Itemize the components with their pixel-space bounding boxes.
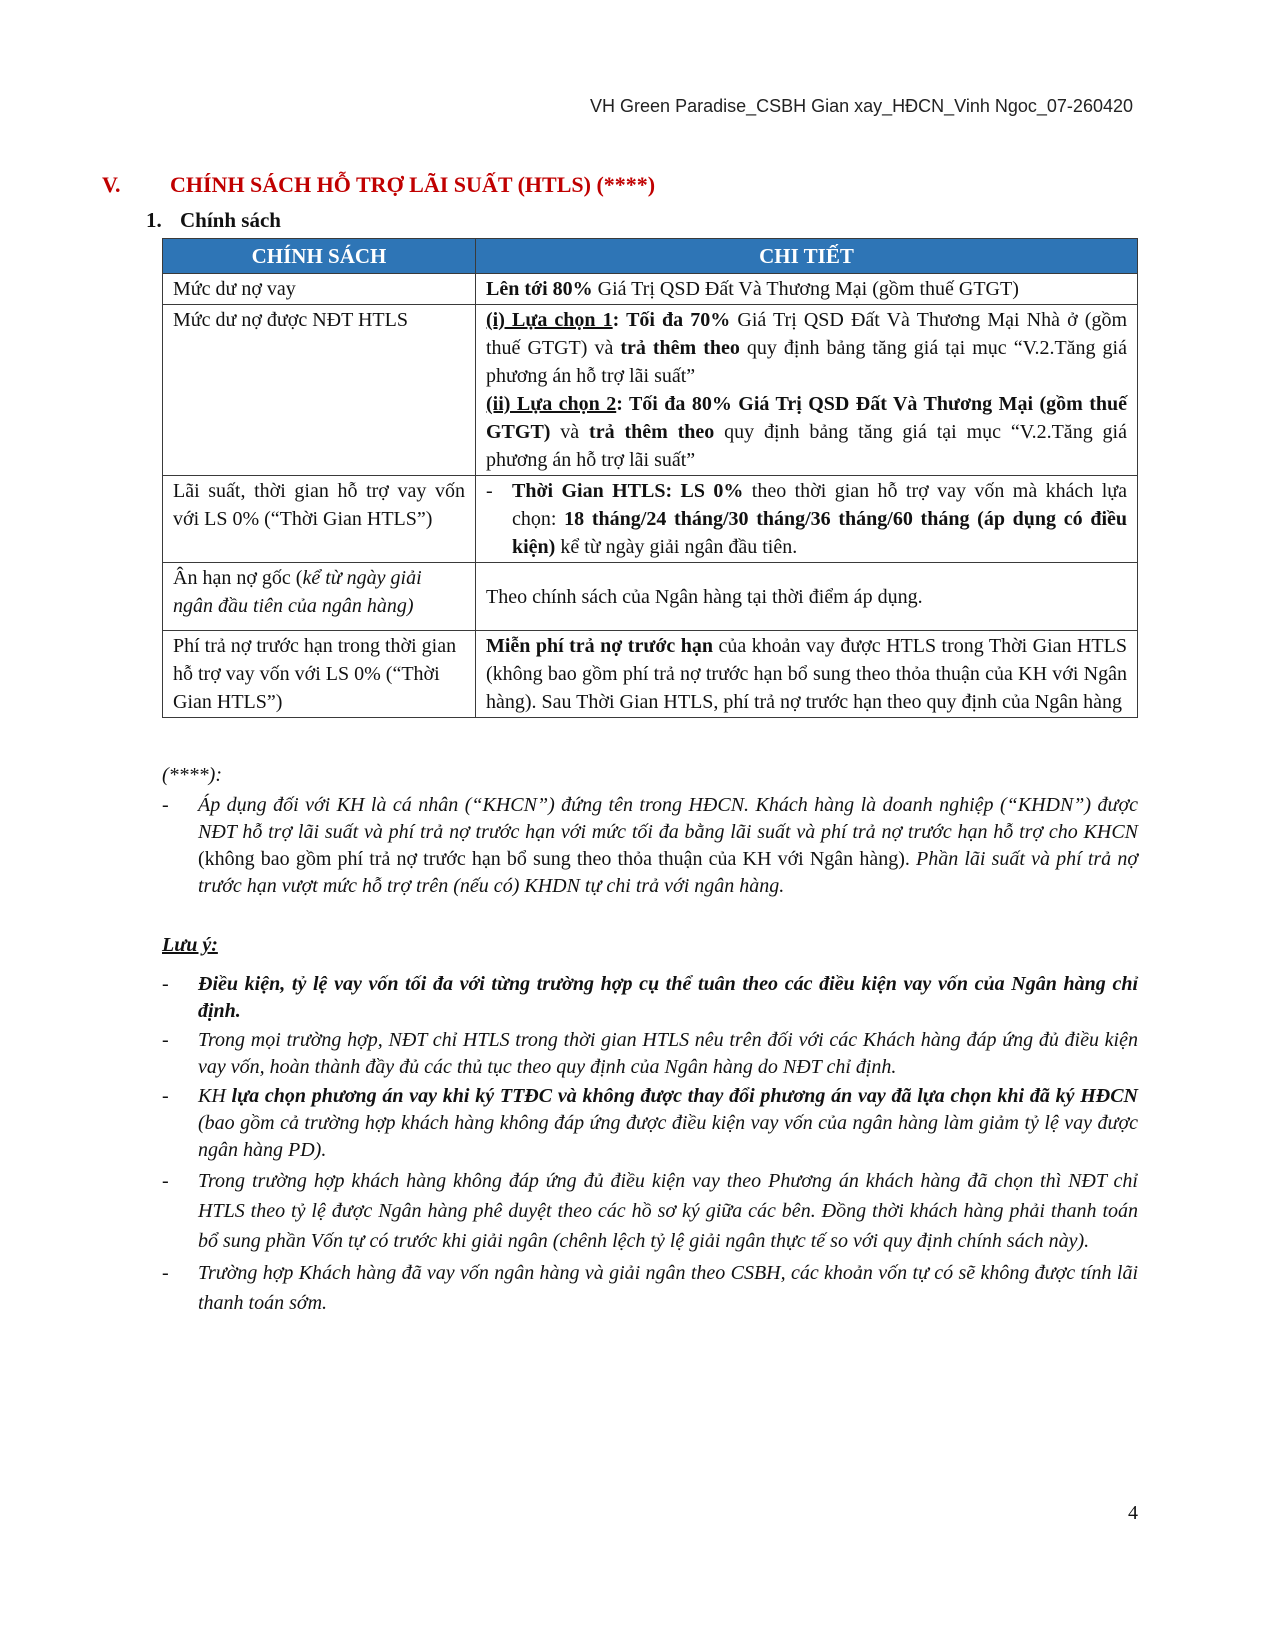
footnote-section [162, 762, 1138, 902]
detail-text-2: kể từ ngày giải ngân đầu tiên. [555, 536, 798, 558]
detail-text: của khoản vay được HTLS trong Thời Gian HTLS (không bao gồm phí trả nợ trước hạn bổ sung theo thỏa thuận của KH với Ngân hàng). Sau Thời Gian HTLS, phí trả nợ trước hạn theo quy định của Ngân hàng [486, 635, 1127, 713]
table-row [163, 274, 1138, 305]
option-1-bold-2: trả thêm theo [620, 337, 740, 359]
option-2-text: và [550, 421, 590, 443]
list-item [162, 792, 1138, 900]
column-header-policy: CHÍNH SÁCH [163, 239, 476, 274]
option-2-bold: Tối đa 80% Giá Trị QSD Đất Và Thương Mại (gồm thuế GTGT) [486, 393, 1127, 443]
note-text: Trong trường hợp khách hàng không đáp ứng đủ điều kiện vay theo Phương án khách hàng đã chọn thì NĐT chỉ HTLS theo tỷ lệ được Ngân hàng phê duyệt theo các hồ sơ ký giữa các bên. Đồng thời khách hàng phải thanh toán bổ sung phần Vốn tự có trước khi giải ngân (chênh lệch tỷ lệ giải ngân thực tế so với quy định chính sách này). [198, 1170, 1138, 1252]
row-label-prepayment-fee: Phí trả nợ trước hạn trong thời gian hỗ trợ vay vốn với LS 0% (“Thời Gian HTLS”) [163, 631, 476, 718]
label-text: Ân hạn nợ gốc ( [173, 567, 303, 589]
row-label-supported-amount: Mức dư nợ được NĐT HTLS [163, 305, 476, 476]
list-dash: - [162, 973, 169, 995]
table-row [163, 305, 1138, 476]
list-item [162, 1083, 1138, 1164]
label-italic: kể từ ngày giải ngân đầu tiên của ngân hàng) [173, 567, 422, 617]
detail-bold: Thời Gian HTLS: LS 0% [512, 480, 744, 502]
list-item [162, 1166, 1138, 1256]
option-1-colon: : [612, 309, 627, 331]
notes-section [162, 932, 1138, 1320]
subsection-title [146, 208, 281, 233]
table-row [163, 563, 1138, 631]
footnote-normal: (không bao gồm phí trả nợ trước hạn bổ sung theo thỏa thuận của KH với Ngân hàng). [198, 848, 917, 870]
row-label-loan-amount: Mức dư nợ vay [163, 274, 476, 305]
list-item [486, 477, 1127, 561]
row-label-grace-period [163, 563, 476, 631]
footnote-italic: Áp dụng đối với KH là cá nhân (“KHCN”) đứng tên trong HĐCN. Khách hàng là doanh nghiệp (“KHDN”) được NĐT hỗ trợ lãi suất và phí trả nợ trước hạn với mức tối đa bằng lãi suất và phí trả nợ trước hạn hỗ trợ cho KHCN [198, 794, 1138, 843]
row-detail-loan-amount [476, 274, 1138, 305]
option-1 [486, 306, 1127, 390]
option-2-label: (ii) Lựa chọn 2 [486, 393, 617, 415]
detail-bold-2: 18 tháng/24 tháng/30 tháng/36 tháng/60 tháng (áp dụng có điều kiện) [512, 508, 1128, 558]
footnote-italic-2: Phần lãi suất và phí trả nợ trước hạn vượt mức hỗ trợ trên (nếu có) KHDN tự chi trả với ngân hàng. [198, 848, 1138, 897]
footnote-marker: (****): [162, 764, 222, 786]
row-detail-supported-amount [476, 305, 1138, 476]
note-text: Điều kiện, tỷ lệ vay vốn tối đa với từng trường hợp cụ thể tuân theo các điều kiện vay vốn của Ngân hàng chỉ định. [198, 973, 1138, 1022]
section-number: V. [102, 172, 121, 197]
detail-bold: Lên tới 80% [486, 278, 593, 300]
table-header-row [163, 239, 1138, 274]
subsection-title-text: Chính sách [180, 208, 281, 232]
section-title-text: CHÍNH SÁCH HỖ TRỢ LÃI SUẤT (HTLS) (****) [170, 172, 656, 197]
option-2-text-2: quy định bảng tăng giá tại mục “V.2.Tăng giá phương án hỗ trợ lãi suất” [486, 421, 1127, 471]
notes-heading: Lưu ý: [162, 934, 218, 956]
detail-text: theo thời gian hỗ trợ vay vốn mà khách lựa chọn: [512, 480, 1128, 530]
list-dash: - [162, 1085, 169, 1107]
column-header-detail: CHI TIẾT [476, 239, 1138, 274]
note-text [198, 1083, 1138, 1164]
detail-bold: Miễn phí trả nợ trước hạn [486, 635, 713, 657]
row-detail-interest-period [476, 476, 1138, 563]
option-2-colon: : [616, 393, 629, 415]
document-code-header: VH Green Paradise_CSBH Gian xay_HĐCN_Vinh Ngoc_07-260420 [590, 96, 1133, 116]
table-row [163, 631, 1138, 718]
subsection-number: 1. [146, 208, 162, 232]
option-1-text: Giá Trị QSD Đất Và Thương Mại Nhà ở (gồm thuế GTGT) và [486, 309, 1127, 359]
option-1-bold: Tối đa 70% [626, 309, 731, 331]
footnote-text [198, 792, 1138, 900]
list-dash: - [162, 1262, 169, 1284]
option-2 [486, 390, 1127, 474]
option-2-bold-2: trả thêm theo [589, 421, 715, 443]
list-dash: - [162, 794, 169, 816]
list-item [162, 971, 1138, 1025]
note-text-bold: lựa chọn phương án vay khi ký TTĐC và không được thay đổi phương án vay đã lựa chọn khi đã ký HĐCN [231, 1085, 1138, 1107]
list-dash: - [162, 1029, 169, 1051]
table-row [163, 476, 1138, 563]
note-text-a: KH [198, 1085, 232, 1107]
note-text: Trường hợp Khách hàng đã vay vốn ngân hàng và giải ngân theo CSBH, các khoản vốn tự có sẽ không được tính lãi thanh toán sớm. [198, 1262, 1138, 1314]
list-dash: - [162, 1170, 169, 1192]
list-text [512, 477, 1127, 561]
list-dash: - [486, 480, 493, 502]
row-detail-grace-period: Theo chính sách của Ngân hàng tại thời điểm áp dụng. [476, 563, 1138, 631]
policy-table [162, 238, 1138, 718]
row-detail-prepayment-fee [476, 631, 1138, 718]
section-title [102, 172, 1102, 198]
note-text-c: (bao gồm cả trường hợp khách hàng không đáp ứng được điều kiện vay vốn của ngân hàng làm giảm tỷ lệ vay được ngân hàng PD). [198, 1112, 1138, 1161]
option-1-text-2: quy định bảng tăng giá tại mục “V.2.Tăng giá phương án hỗ trợ lãi suất” [486, 337, 1127, 387]
note-text: Trong mọi trường hợp, NĐT chỉ HTLS trong thời gian HTLS nêu trên đối với các Khách hàng đáp ứng đủ điều kiện vay vốn, hoàn thành đầy đủ các thủ tục theo quy định của Ngân hàng do NĐT chỉ định. [198, 1029, 1138, 1078]
detail-text: Giá Trị QSD Đất Và Thương Mại (gồm thuế GTGT) [592, 278, 1019, 300]
page-number: 4 [1128, 1502, 1138, 1524]
list-item [162, 1258, 1138, 1318]
option-1-label: (i) Lựa chọn 1 [486, 309, 613, 331]
list-item [162, 1027, 1138, 1081]
row-label-interest-period: Lãi suất, thời gian hỗ trợ vay vốn với LS 0% (“Thời Gian HTLS”) [163, 476, 476, 563]
